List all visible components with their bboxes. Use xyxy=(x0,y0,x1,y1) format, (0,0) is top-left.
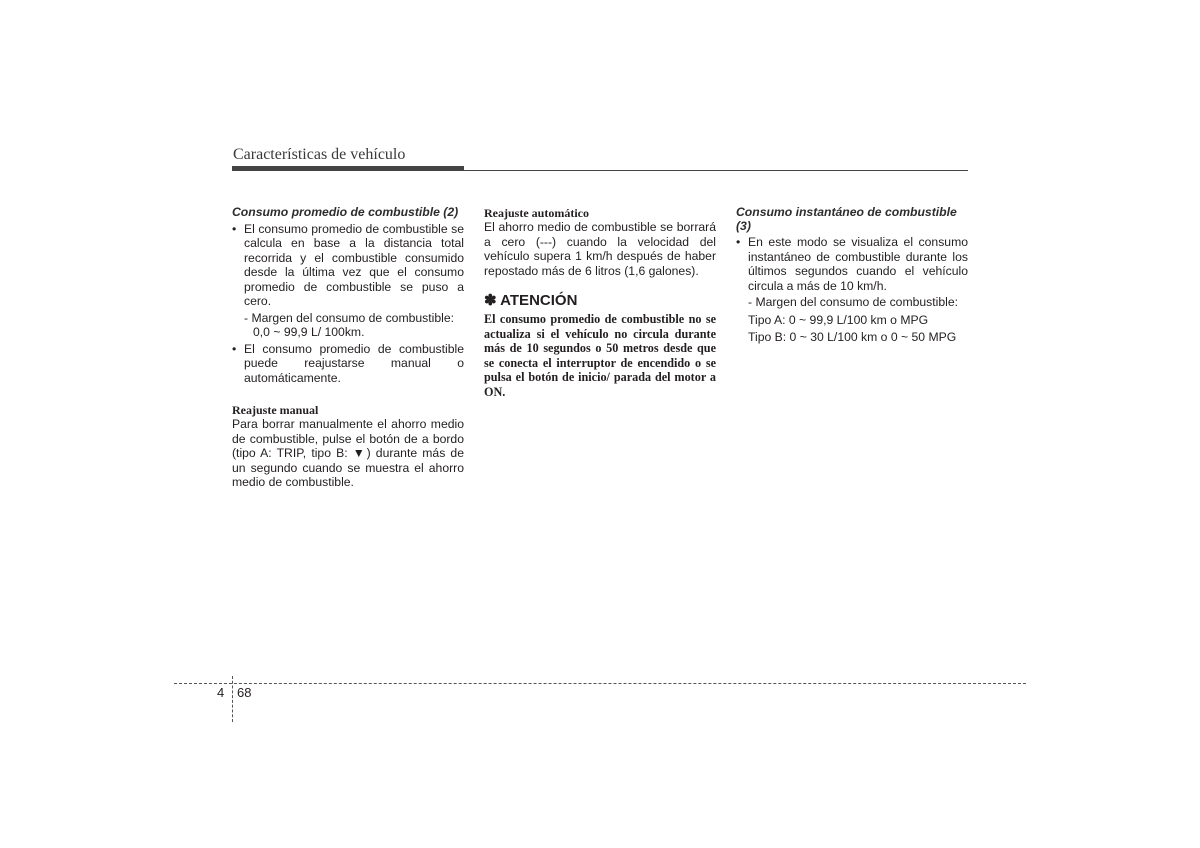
column-left xyxy=(232,206,464,490)
attention-heading: ✽ ATENCIÓN xyxy=(484,292,578,309)
type-b-range: Tipo B: 0 ~ 30 L/100 km o 0 ~ 50 MPG xyxy=(748,330,957,344)
auto-reset-heading: Reajuste automático xyxy=(484,206,589,220)
chapter-number: 4 xyxy=(217,685,225,700)
auto-reset-text: El ahorro medio de combustible se borrará a cero (---) cuando la velocidad del vehículo supera 1 km/h después de haber repostado más de 6 litros (1,6 galones). xyxy=(484,220,716,278)
column-middle xyxy=(484,206,716,399)
type-a-range: Tipo A: 0 ~ 99,9 L/100 km o MPG xyxy=(748,312,929,327)
range-value: 0,0 ~ 99,9 L/ 100km. xyxy=(253,325,365,339)
page-title: Características de vehículo xyxy=(233,146,406,163)
header-rule xyxy=(232,170,968,171)
footer-divider xyxy=(232,676,233,722)
footer-dashed-rule xyxy=(174,683,1026,684)
bullet-text: El consumo promedio de combustible se calcula en base a la distancia total recorrida y el combustible consumido desde la última vez que el consumo promedio de combustible se puso a cero. xyxy=(244,221,464,308)
column-right xyxy=(736,206,968,345)
page-number: 68 xyxy=(237,685,252,700)
range-label: - Margen del consumo de combustible: xyxy=(748,295,959,309)
range-label: - Margen del consumo de combustible: xyxy=(244,310,455,325)
list-item xyxy=(232,342,464,386)
bullet-text: En este modo se visualiza el consumo instantáneo de combustible durante los últimos segundos cuando el vehículo circula a más de 10 km/h. xyxy=(748,235,968,293)
bullet-icon: • xyxy=(232,341,237,356)
section-title-average-consumption: Consumo promedio de combustible (2) xyxy=(232,205,459,219)
list-item xyxy=(736,235,968,293)
list-item xyxy=(232,222,464,309)
bullet-text: El consumo promedio de combustible puede reajustarse manual o automáticamente. xyxy=(244,341,464,385)
section-title-instant-consumption: Consumo instantáneo de combustible (3) xyxy=(736,205,957,233)
bullet-icon: • xyxy=(232,221,237,236)
manual-reset-text: Para borrar manualmente el ahorro medio de combustible, pulse el botón de a bordo (tipo A: TRIP, tipo B: ▼) durante más de un segundo cuando se muestra el ahorro medio de combustible. xyxy=(232,417,464,489)
attention-text: El consumo promedio de combustible no se actualiza si el vehículo no circula durante más de 10 segundos o 50 metros desde que se conecta el interruptor de encendido o se pulsa el botón de inicio/ parada del motor a ON. xyxy=(484,312,716,399)
bullet-icon: • xyxy=(736,235,741,249)
manual-reset-heading: Reajuste manual xyxy=(232,403,319,417)
